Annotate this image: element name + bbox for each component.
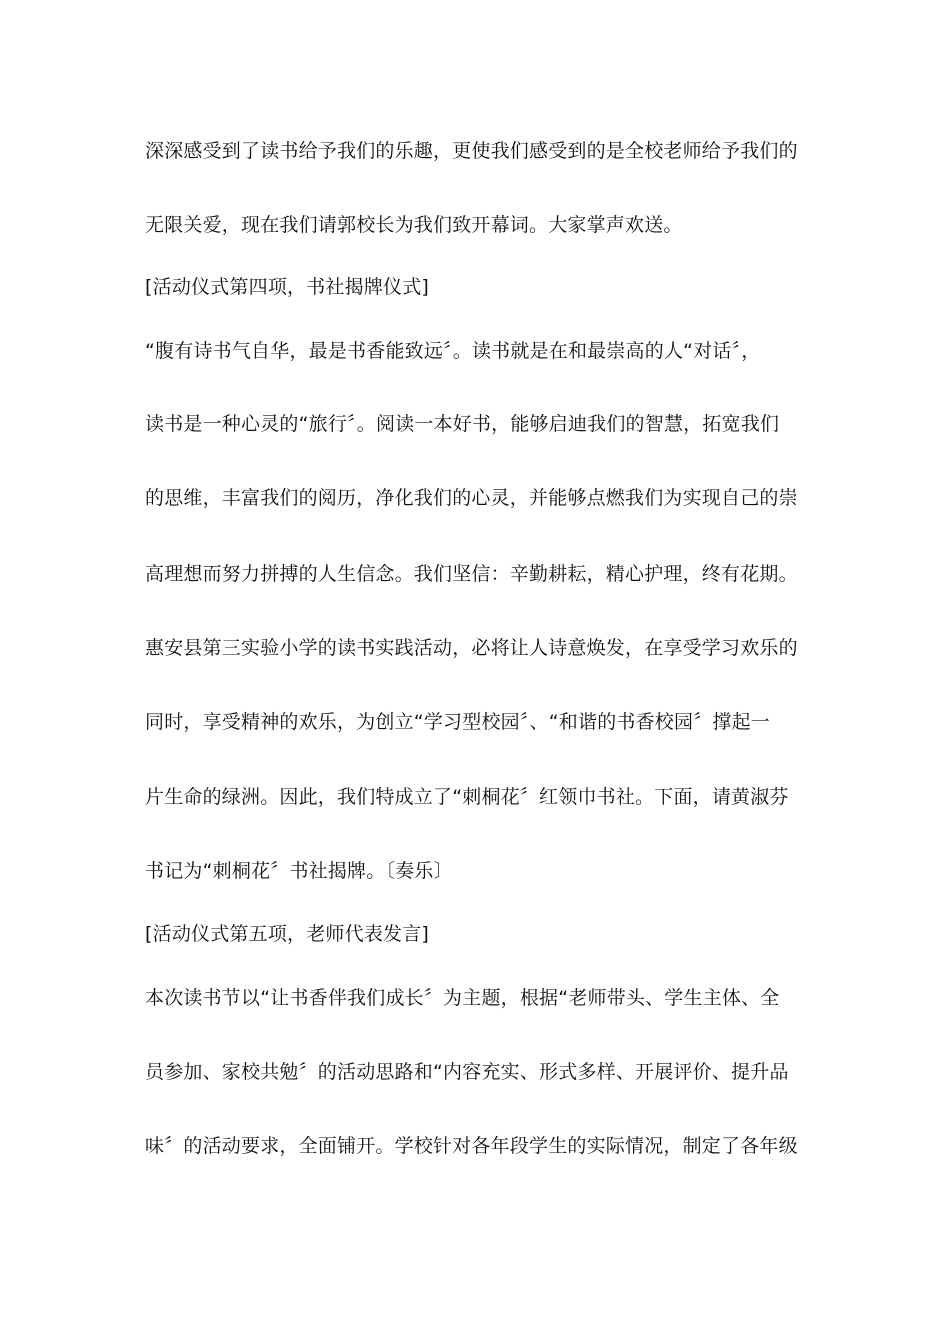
paragraph-line: 无限关爱，现在我们请郭校长为我们致开幕词。大家掌声欢送。 [145, 214, 683, 236]
paragraph-line: 惠安县第三实验小学的读书实践活动，必将让人诗意焕发，在享受学习欢乐的 [145, 637, 798, 659]
paragraph-line: 味〞的活动要求，全面铺开。学校针对各年段学生的实际情况，制定了各年级 [145, 1135, 798, 1157]
section-heading: [活动仪式第四项，书社揭牌仪式] [145, 276, 430, 298]
paragraph-line: 深深感受到了读书给予我们的乐趣，更使我们感受到的是全校老师给予我们的 [145, 140, 798, 162]
paragraph-line: 书记为“刺桐花〞书社揭牌。〔奏乐〕 [145, 860, 453, 882]
paragraph-line: 的思维，丰富我们的阅历，净化我们的心灵，并能够点燃我们为实现自己的崇 [145, 487, 798, 509]
paragraph-line: 片生命的绿洲。因此，我们特成立了“刺桐花〞红领巾书社。下面，请黄淑芬 [145, 786, 789, 808]
paragraph-line: 高理想而努力拼搏的人生信念。我们坚信：辛勤耕耘，精心护理，终有花期。 [145, 563, 798, 585]
paragraph-line: “腹有诗书气自华，最是书香能致远〞。读书就是在和最崇高的人“对话〞， [145, 340, 761, 362]
paragraph-line: 读书是一种心灵的“旅行〞。阅读一本好书，能够启迪我们的智慧，拓宽我们 [145, 413, 780, 435]
section-heading: [活动仪式第五项，老师代表发言] [145, 923, 430, 945]
paragraph-line: 本次读书节以“让书香伴我们成长〞为主题，根据“老师带头、学生主体、全 [145, 987, 780, 1009]
paragraph-line: 员参加、家校共勉〞的活动思路和“内容充实、形式多样、开展评价、提升品 [145, 1061, 789, 1083]
paragraph-line: 同时，享受精神的欢乐，为创立“学习型校园〞、“和谐的书香校园〞撑起一 [145, 711, 770, 733]
